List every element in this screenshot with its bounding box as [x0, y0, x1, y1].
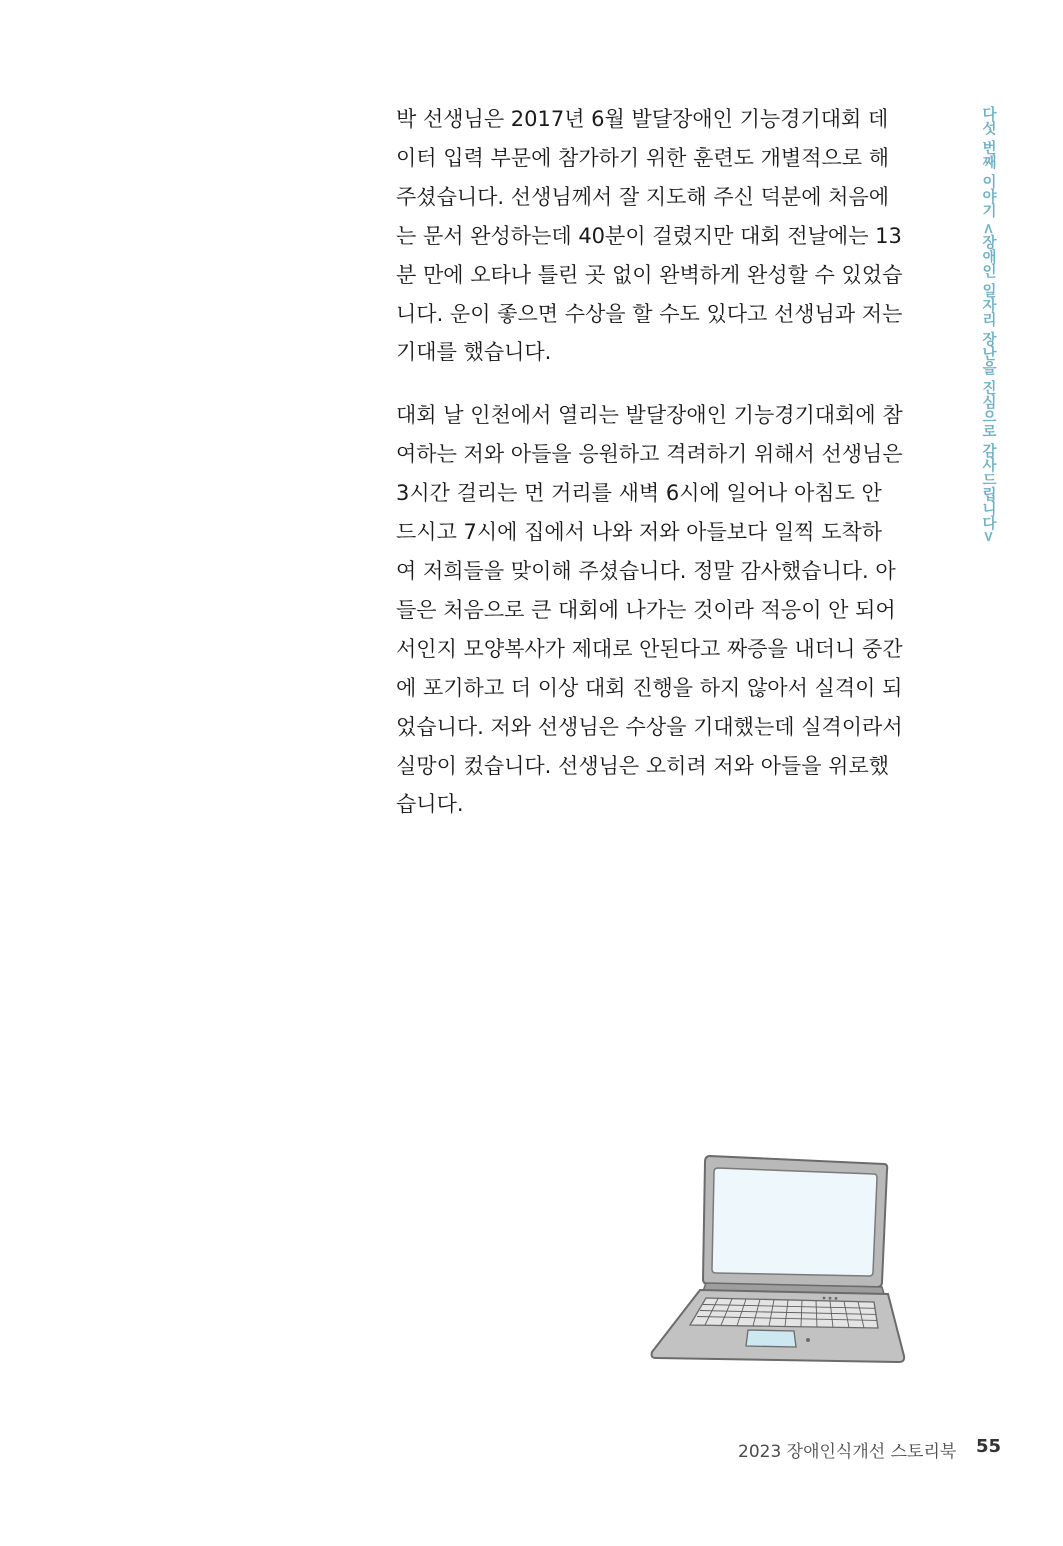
- text-line: 들은 처음으로 큰 대회에 나가는 것이라 적응이 안 되어: [396, 597, 896, 622]
- text-line: 여 저희들을 맞이해 주셨습니다. 정말 감사했습니다. 아: [396, 558, 896, 583]
- text-line: 었습니다. 저와 선생님은 수상을 기대했는데 실격이라서: [396, 714, 903, 739]
- text-line: 습니다.: [396, 792, 464, 817]
- laptop-screen: [712, 1168, 877, 1276]
- text-line: 여하는 저와 아들을 응원하고 격려하기 위해서 선생님은: [396, 442, 903, 467]
- text-line: 기대를 했습니다.: [396, 340, 552, 365]
- text-line: 박 선생님은 2017년 6월 발달장애인 기능경기대회 데: [396, 107, 889, 131]
- laptop-indicator: [806, 1338, 810, 1342]
- paragraph-2: [396, 396, 903, 824]
- laptop-illustration: [648, 1150, 906, 1368]
- chapter-side-caption: 다섯 번째 이야기 <장애인 일자리 장난을 진심으로 감사드립니다>: [980, 106, 996, 543]
- text-line: 는 문서 완성하는데 40분이 걸렸지만 대회 전날에는 13: [396, 223, 902, 248]
- page-footer: [738, 1433, 1002, 1463]
- book-title: 2023 장애인식개선 스토리북: [738, 1442, 957, 1462]
- text-line: 드시고 7시에 집에서 나와 저와 아들보다 일찍 도착하: [396, 520, 883, 545]
- text-line: 실망이 컸습니다. 선생님은 오히려 저와 아들을 위로했: [396, 753, 890, 778]
- laptop-trackpad: [746, 1330, 796, 1347]
- text-line: 분 만에 오타나 틀린 곳 없이 완벽하게 완성할 수 있었습: [396, 262, 903, 287]
- text-line: 에 포기하고 더 이상 대회 진행을 하지 않아서 실격이 되: [396, 675, 903, 700]
- paragraph-1: [396, 100, 903, 372]
- text-line: 서인지 모양복사가 제대로 안된다고 짜증을 내더니 중간: [396, 636, 903, 661]
- text-line: 3시간 걸리는 먼 거리를 새벽 6시에 일어나 아침도 안: [396, 481, 882, 506]
- text-line: 이터 입력 부문에 참가하기 위한 훈련도 개별적으로 해: [396, 145, 890, 170]
- text-line: 니다. 운이 좋으면 수상을 할 수도 있다고 선생님과 저는: [396, 301, 903, 326]
- page-number: 55: [976, 1436, 1002, 1457]
- body-text: [396, 100, 903, 824]
- text-line: 주셨습니다. 선생님께서 잘 지도해 주신 덕분에 처음에: [396, 184, 890, 209]
- text-line: 대회 날 인천에서 열리는 발달장애인 기능경기대회에 참: [396, 403, 903, 428]
- laptop-keyboard: [690, 1298, 878, 1328]
